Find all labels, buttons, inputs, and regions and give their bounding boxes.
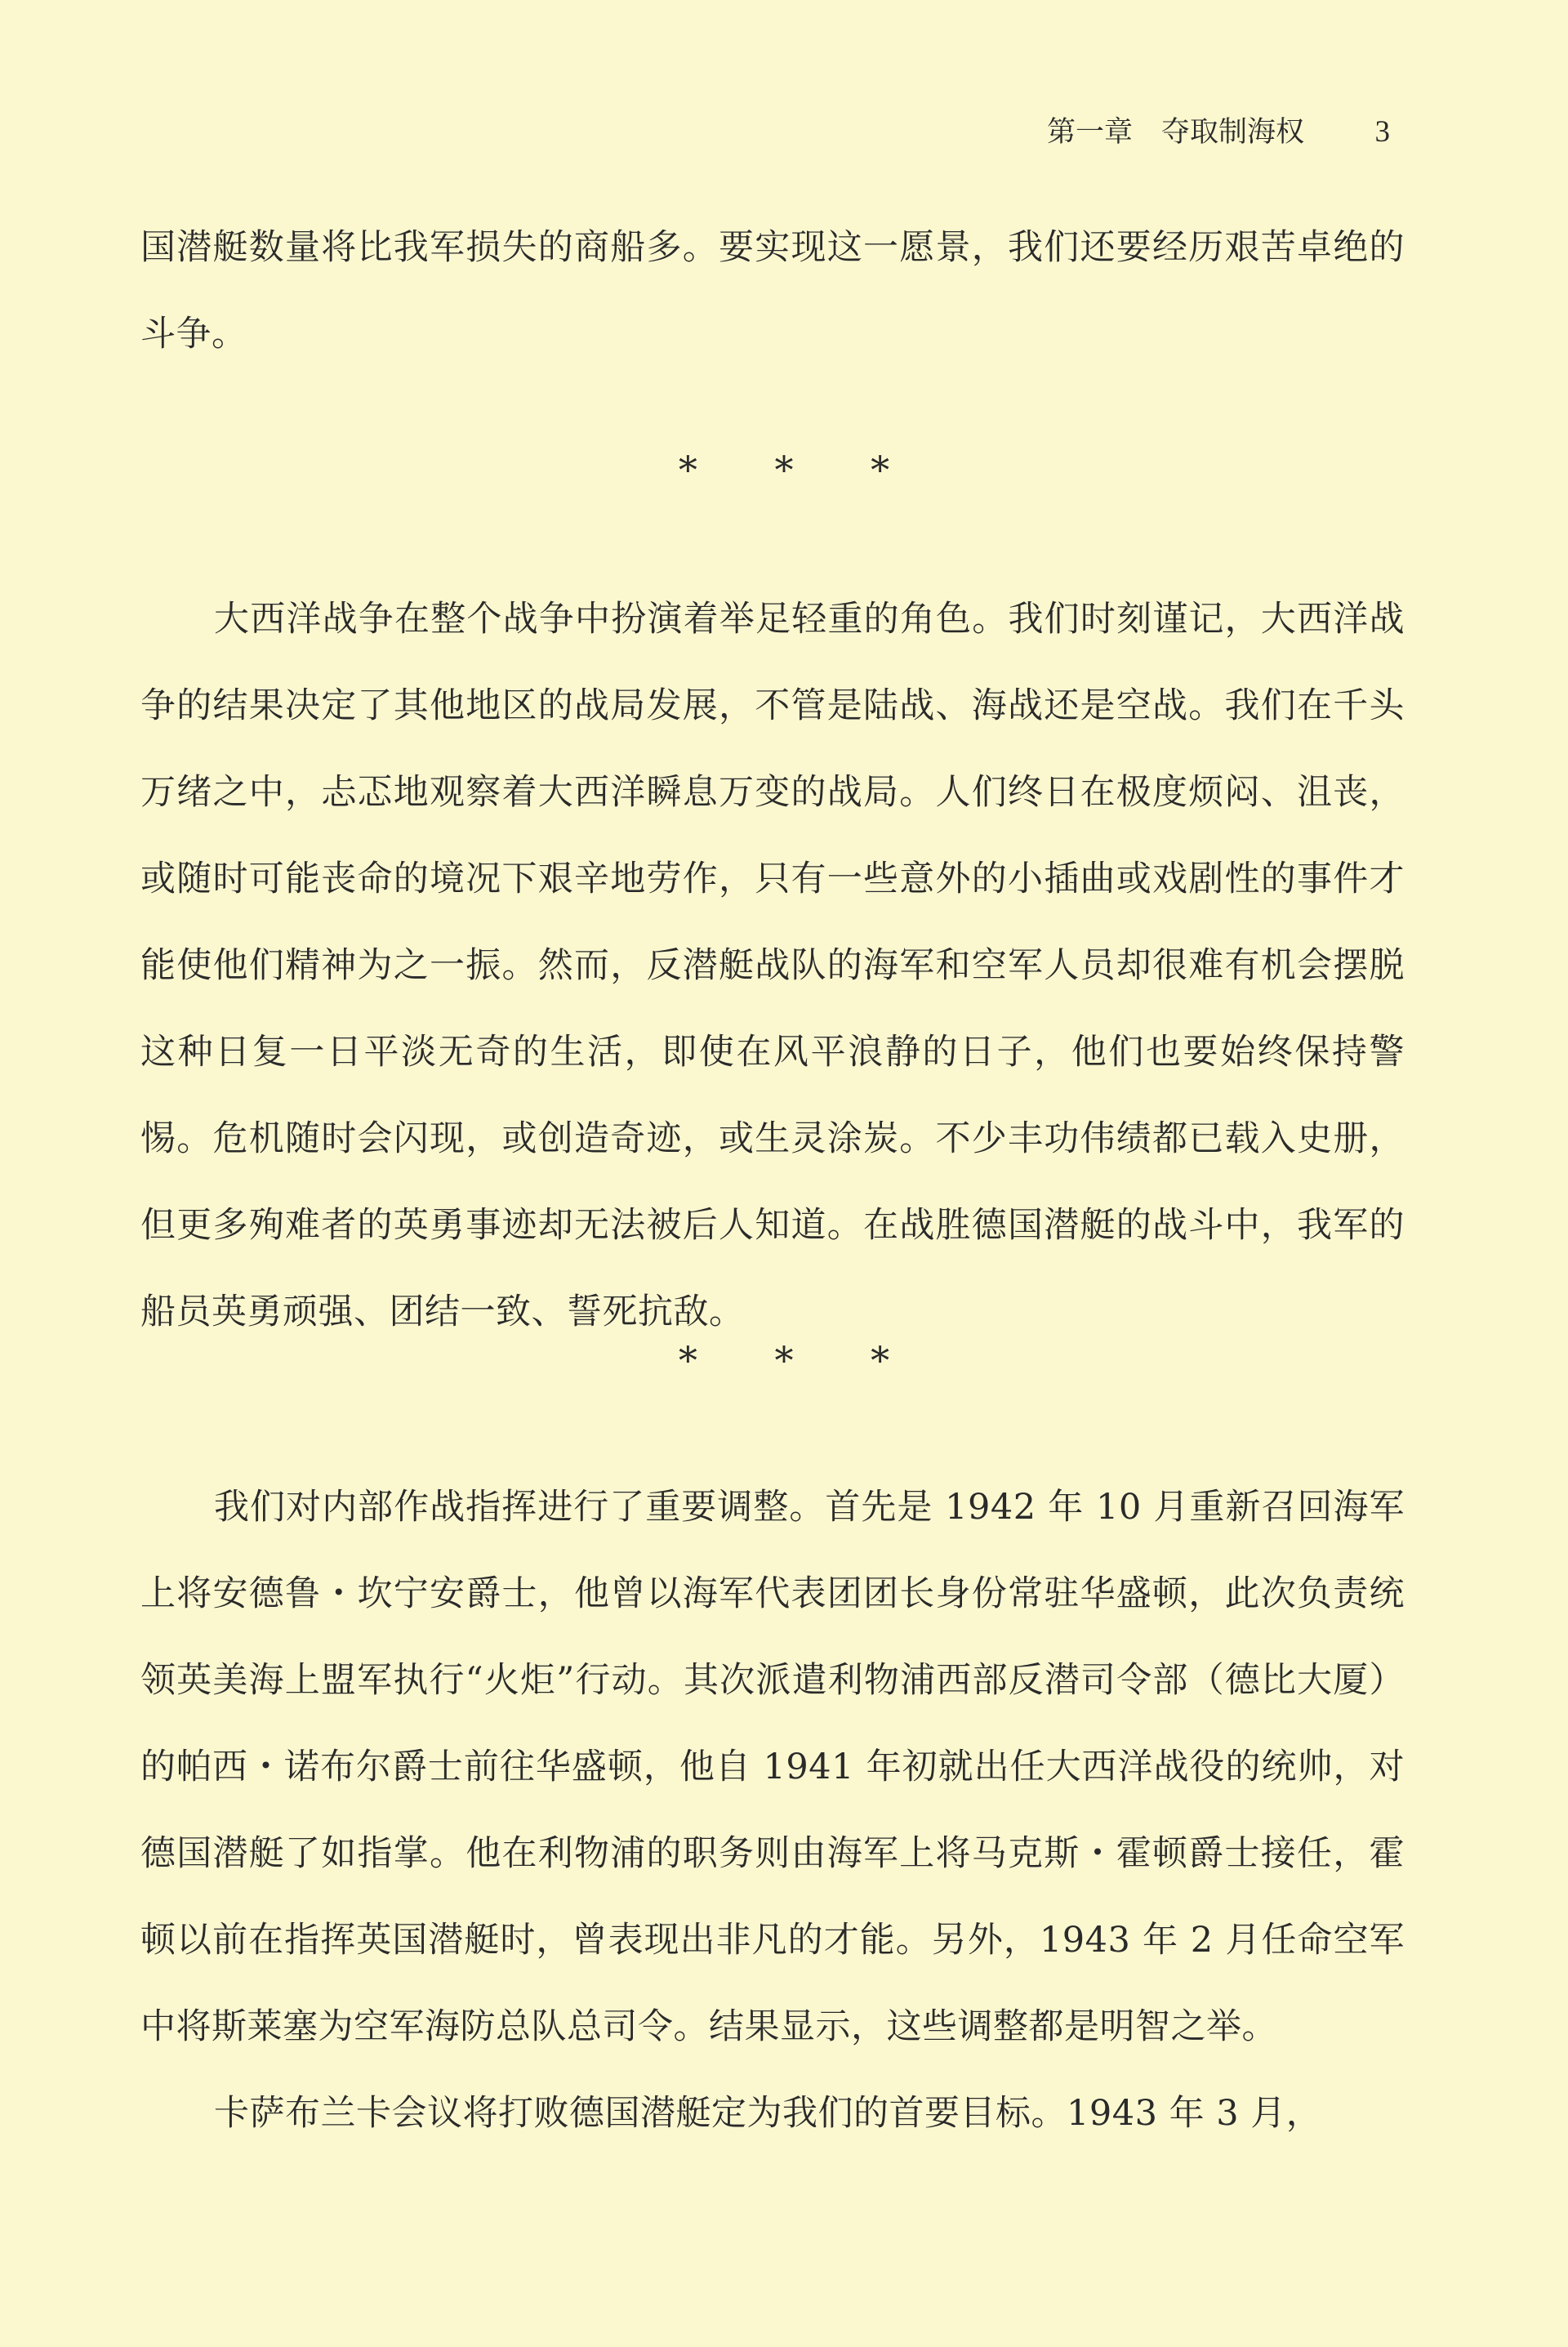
paragraph-4: 卡萨布兰卡会议将打败德国潜艇定为我们的首要目标。1943 年 3 月，: [214, 2093, 1322, 2134]
paragraph-2: 大西洋战争在整个战争中扮演着举足轻重的角色。我们时刻谨记，大西洋战争的结果决定了其他地区的战局发展，不管是陆战、海战还是空战。我们在千头万绪之中，忐忑地观察着大西洋瞬息万变的战局。人们终日在极度烦闷、沮丧，或随时可能丧命的境况下艰辛地劳作，只有一些意外的小插曲或戏剧性的事件才能使他们精神为之一振。然而，反潜艇战队的海军和空军人员却很难有机会摆脱这种日复一日平淡无奇的生活，即使在风平浪静的日子，他们也要始终保持警惕。危机随时会闪现，或创造奇迹，或生灵涂炭。不少丰功伟绩都已载入史册，但更多殉难者的英勇事迹却无法被后人知道。在战胜德国潜艇的战斗中，我军的船员英勇顽强、团结一致、誓死抗敌。: [140, 599, 1405, 1332]
section-separator-1: [0, 445, 1568, 494]
text-block-3: [140, 1464, 1405, 2157]
paragraph-3: 我们对内部作战指挥进行了重要调整。首先是 1942 年 10 月重新召回海军上将安德鲁・坎宁安爵士，他曾以海军代表团团长身份常驻华盛顿，此次负责统领英美海上盟军执行“火炬”行动。其次派遣利物浦西部反潜司令部（德比大厦）的帕西・诺布尔爵士前往华盛顿，他自 1941 年初就出任大西洋战役的统帅，对德国潜艇了如指掌。他在利物浦的职务则由海军上将马克斯・霍顿爵士接任，霍顿以前在指挥英国潜艇时，曾表现出非凡的才能。另外，1943 年 2 月任命空军中将斯莱塞为空军海防总队总司令。结果显示，这些调整都是明智之举。: [140, 1487, 1405, 2047]
page-number: 3: [1374, 115, 1390, 149]
separator-star: *: [678, 448, 697, 492]
section-separator-2: [0, 1336, 1568, 1385]
running-header: [1047, 108, 1390, 157]
separator-star: *: [678, 1338, 697, 1382]
separator-star: *: [774, 1338, 794, 1382]
separator-star: *: [774, 448, 794, 492]
text-block-2: [140, 576, 1405, 1355]
separator-star: *: [871, 448, 890, 492]
separator-star: *: [871, 1338, 890, 1382]
paragraph-1: 国潜艇数量将比我军损失的商船多。要实现这一愿景，我们还要经历艰苦卓绝的斗争。: [140, 227, 1405, 355]
text-block-1: [140, 204, 1405, 377]
chapter-title: 第一章 夺取制海权: [1047, 116, 1305, 149]
